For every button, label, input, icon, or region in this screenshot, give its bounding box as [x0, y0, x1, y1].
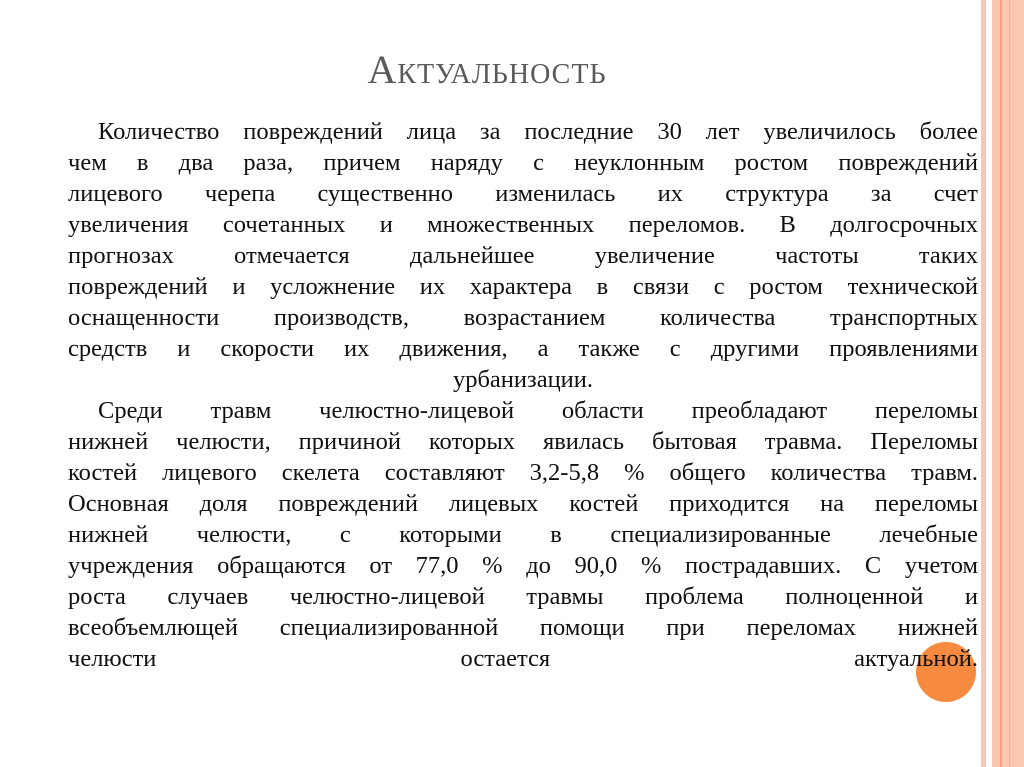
- decorative-stripe: [981, 0, 986, 767]
- text-line: средств и скорости их движения, а также с другими проявлениями: [68, 335, 978, 362]
- text-line: костей лицевого скелета составляют 3,2-5,8 % общего количества травм.: [68, 459, 978, 486]
- text-line: лицевого черепа существенно изменилась их структура за счет: [68, 180, 978, 207]
- text-line: роста случаев челюстно-лицевой травмы проблема полноценной и: [68, 583, 978, 610]
- text-line: повреждений и усложнение их характера в связи с ростом технической: [68, 273, 978, 300]
- text-line: учреждения обращаются от 77,0 % до 90,0 % пострадавших. С учетом: [68, 552, 978, 579]
- text-line: челюсти остается актуальной.: [68, 645, 978, 672]
- text-line: увеличения сочетанных и множественных переломов. В долгосрочных: [68, 211, 978, 238]
- text-line: Среди травм челюстно-лицевой области преобладают переломы: [98, 397, 978, 424]
- text-line: оснащенности производств, возрастанием количества транспортных: [68, 304, 978, 331]
- slide-title: Актуальность: [367, 47, 607, 92]
- text-line: прогнозах отмечается дальнейшее увеличение частоты таких: [68, 242, 978, 269]
- text-line: чем в два раза, причем наряду с неуклонным ростом повреждений: [68, 149, 978, 176]
- text-line: урбанизации.: [452, 366, 594, 393]
- slide-body: [68, 116, 978, 674]
- text-line: нижней челюсти, причиной которых явилась бытовая травма. Переломы: [68, 428, 978, 455]
- decorative-border: [992, 0, 1024, 767]
- text-line: Основная доля повреждений лицевых костей приходится на переломы: [68, 490, 978, 517]
- text-line: нижней челюсти, с которыми в специализированные лечебные: [68, 521, 978, 548]
- text-line: Количество повреждений лица за последние 30 лет увеличилось более: [98, 118, 978, 145]
- text-line: всеобъемлющей специализированной помощи при переломах нижней: [68, 614, 978, 641]
